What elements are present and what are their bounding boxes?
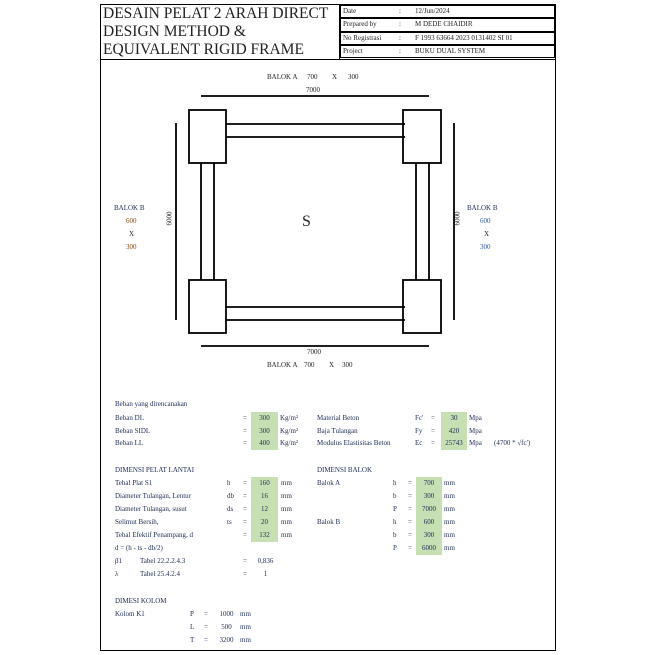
unit: mm — [444, 491, 455, 500]
material-symbol: Fc' — [415, 413, 424, 422]
table-ref: Tabel 22.2.2.4.3 — [140, 556, 186, 565]
unit: mm — [444, 478, 455, 487]
beam-value: 7000 — [422, 504, 436, 513]
beam-b-left — [201, 163, 214, 280]
beam-label: Balok A — [317, 478, 341, 487]
symbol: P — [393, 504, 397, 513]
material-symbol: Fy — [415, 426, 423, 435]
symbol: L — [190, 622, 195, 631]
material-value: 25743 — [445, 438, 463, 447]
material-value: 30 — [450, 413, 458, 422]
material-symbol: Ec — [415, 438, 423, 447]
info-label: Date — [343, 7, 357, 15]
column-top-left — [189, 110, 226, 163]
column-top-right — [403, 110, 441, 163]
plate-value: 20 — [261, 517, 268, 526]
info-label: No Registrasi — [343, 33, 382, 42]
symbol: λ — [115, 569, 119, 578]
formula-note: (4700 * √fc') — [494, 438, 531, 447]
equals: = — [431, 426, 435, 435]
equals: = — [408, 517, 412, 526]
symbol: ds — [227, 504, 234, 513]
unit: mm — [281, 478, 292, 487]
equals: = — [243, 517, 247, 526]
equals: = — [243, 556, 247, 565]
beam-width: 300 — [126, 242, 137, 251]
equals: = — [243, 491, 247, 500]
info-sep: : — [399, 46, 401, 55]
beam-label: Balok B — [317, 517, 341, 526]
info-sep: : — [399, 33, 401, 42]
title-line: DESIGN METHOD & — [103, 23, 246, 40]
title-line: DESAIN PELAT 2 ARAH DIRECT — [103, 5, 329, 22]
beam-label: BALOK A — [267, 360, 298, 369]
section-heading: DIMENSI BALOK — [317, 465, 373, 474]
beam-x: X — [484, 229, 490, 238]
unit: Mpa — [469, 426, 482, 435]
load-label: Beban SIDL — [115, 426, 151, 435]
unit: mm — [444, 504, 455, 513]
symbol: b — [393, 491, 397, 500]
symbol: db — [227, 491, 234, 500]
plate-value: 160 — [259, 478, 270, 487]
unit: mm — [281, 504, 292, 513]
beam-width: 300 — [348, 72, 359, 81]
lambda-value: 1 — [263, 569, 268, 578]
material-label: Modulus Elastisitas Beton — [317, 438, 391, 447]
beam-a-top — [226, 124, 405, 137]
unit: mm — [281, 530, 292, 539]
info-value: M DEDE CHAIDIR — [415, 20, 473, 29]
equals: = — [408, 504, 412, 513]
column-value: 3200 — [219, 635, 234, 644]
slab-label: S — [302, 213, 311, 230]
beam-value: 6000 — [422, 543, 436, 552]
equals: = — [408, 543, 412, 552]
unit: Mpa — [469, 438, 482, 447]
plate-label: Tebal Plat S1 — [115, 478, 153, 487]
section-heading: Beban yang direncanakan — [115, 399, 188, 408]
plate-value: 132 — [259, 530, 270, 539]
load-value: 300 — [259, 426, 270, 435]
unit: mm — [444, 530, 455, 539]
plate-value: 12 — [261, 504, 268, 513]
equals: = — [431, 438, 435, 447]
beam-width: 300 — [480, 242, 491, 251]
equals: = — [204, 635, 208, 644]
unit: Mpa — [469, 413, 482, 422]
equals: = — [243, 569, 247, 578]
unit: mm — [281, 517, 292, 526]
beam-a-bottom — [226, 307, 405, 320]
beam-b-right — [416, 163, 429, 280]
info-sep: : — [399, 7, 401, 15]
unit: Kg/m² — [280, 426, 299, 435]
beam-height: 700 — [304, 360, 315, 369]
load-value: 300 — [259, 413, 270, 422]
load-value: 400 — [259, 438, 270, 447]
column-value: 1000 — [219, 609, 234, 618]
plate-value: 16 — [261, 491, 268, 500]
plate-label: Selimut Bersih, — [115, 517, 159, 526]
info-value: F 1993 63664 2023 0131402 SI 01 — [415, 33, 513, 42]
load-label: Beban LL — [115, 438, 144, 447]
equals: = — [243, 504, 247, 513]
section-heading: DIMESI KOLOM — [115, 596, 167, 605]
symbol: P — [393, 543, 397, 552]
info-value: 12/Jun/2024 — [415, 7, 450, 15]
formula: d = (h - ts - db/2) — [115, 543, 163, 552]
unit: mm — [444, 543, 455, 552]
symbol: h — [393, 517, 397, 526]
column-value: 500 — [221, 622, 232, 631]
symbol: P — [190, 609, 194, 618]
beam-value: 300 — [423, 491, 435, 500]
span-label-vertical: 6000 — [453, 211, 462, 225]
equals: = — [408, 530, 412, 539]
equals: = — [243, 530, 247, 539]
beam-label: BALOK B — [467, 203, 498, 212]
beta-value: 0,836 — [257, 556, 274, 565]
info-label: Project — [343, 46, 363, 55]
span-label: 7000 — [306, 85, 320, 94]
beam-x: X — [332, 72, 338, 81]
section-heading: DIMENSI PELAT LANTAI — [115, 465, 195, 474]
beam-value: 300 — [423, 530, 435, 539]
span-label: 7000 — [307, 347, 321, 356]
unit: mm — [281, 491, 292, 500]
plate-label: Tebal Efektif Penampang, d — [115, 530, 194, 539]
plate-label: Diameter Tulangan, susut — [115, 504, 187, 513]
beam-label: BALOK A — [267, 72, 298, 81]
symbol: b — [393, 530, 397, 539]
material-value: 420 — [448, 426, 460, 435]
symbol: ts — [227, 517, 232, 526]
symbol: T — [190, 635, 195, 644]
material-label: Material Beton — [317, 413, 360, 422]
symbol: h — [393, 478, 397, 487]
beam-label: BALOK B — [114, 203, 145, 212]
beam-width: 300 — [342, 360, 353, 369]
info-value: BUKU DUAL SYSTEM — [415, 46, 486, 55]
beam-height: 600 — [126, 216, 137, 225]
equals: = — [243, 413, 247, 422]
equals: = — [431, 413, 435, 422]
equals: = — [243, 478, 247, 487]
column-bottom-right — [403, 280, 441, 333]
load-label: Beban DL — [115, 413, 144, 422]
unit: mm — [444, 517, 455, 526]
span-label-vertical: 6000 — [165, 211, 174, 225]
unit: mm — [240, 609, 251, 618]
equals: = — [204, 609, 208, 618]
unit: mm — [240, 635, 251, 644]
plate-label: Diameter Tulangan, Lentur — [115, 491, 192, 500]
title-line: EQUIVALENT RIGID FRAME — [103, 41, 304, 58]
beam-x: X — [329, 360, 335, 369]
equals: = — [408, 491, 412, 500]
equals: = — [243, 438, 247, 447]
equals: = — [243, 426, 247, 435]
unit: mm — [240, 622, 251, 631]
table-ref: Tabel 25.4.2.4 — [140, 569, 180, 578]
equals: = — [408, 478, 412, 487]
info-label: Prepared by — [343, 20, 377, 29]
equals: = — [204, 622, 208, 631]
beam-height: 600 — [480, 216, 491, 225]
symbol: h — [227, 478, 231, 487]
beam-value: 600 — [423, 517, 435, 526]
unit: Kg/m² — [280, 438, 299, 447]
beam-x: X — [129, 229, 135, 238]
unit: Kg/m² — [280, 413, 299, 422]
column-bottom-left — [189, 280, 226, 333]
material-label: Baja Tulangan — [317, 426, 358, 435]
info-sep: : — [399, 20, 401, 29]
symbol: β1 — [115, 556, 123, 565]
column-label: Kolom K1 — [115, 609, 145, 618]
beam-value: 700 — [423, 478, 435, 487]
beam-height: 700 — [307, 72, 318, 81]
